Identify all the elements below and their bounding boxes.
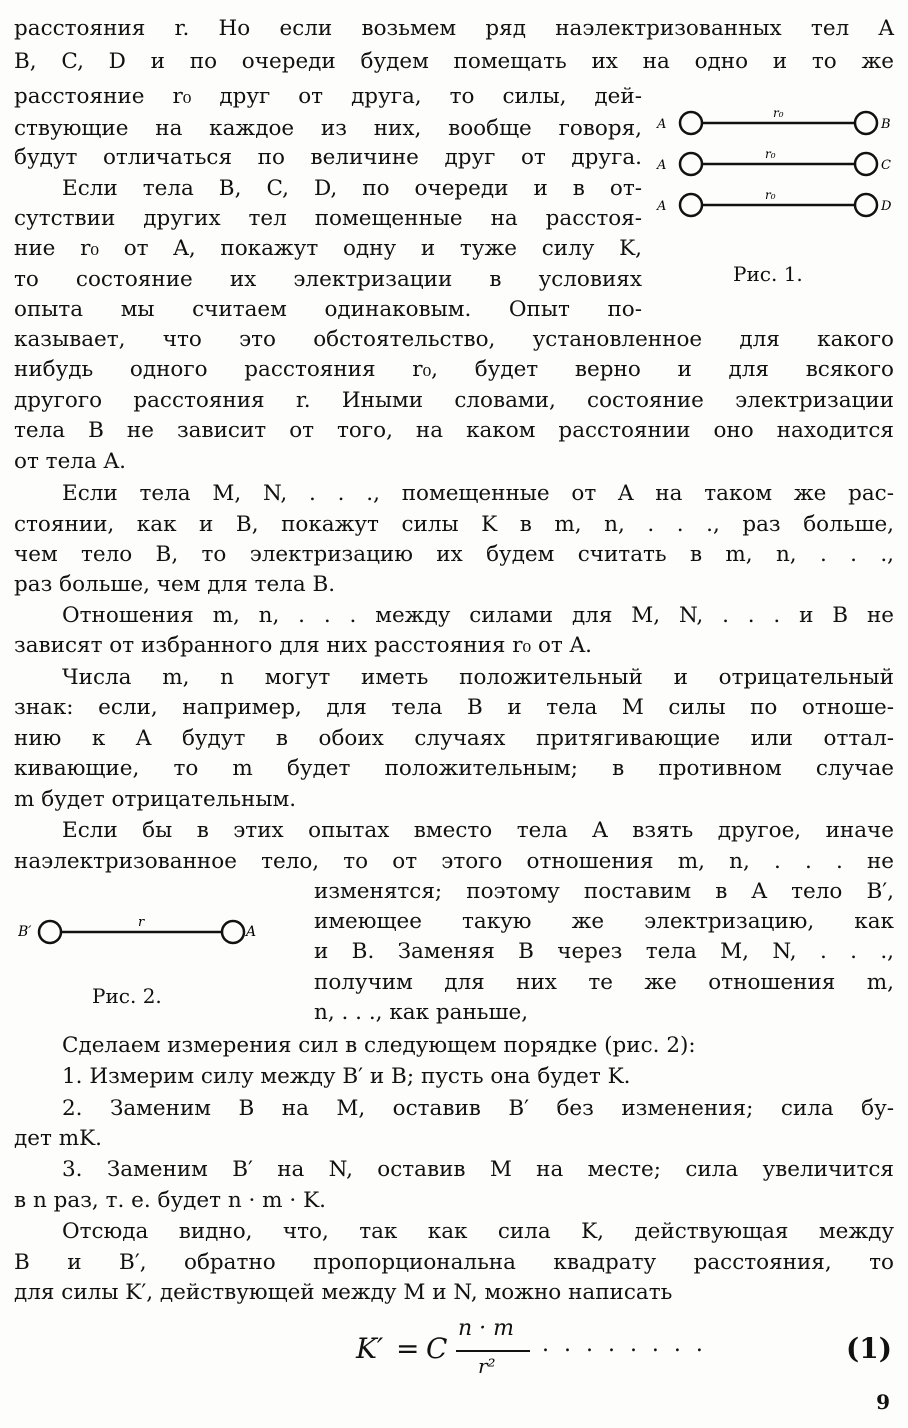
text-line: зависят от избранного для них расстояния r₀ от A.	[14, 633, 593, 658]
text-line: изменятся; поэтому поставим в A тело B′,	[314, 879, 894, 904]
formula-equals: =	[396, 1332, 420, 1365]
text-line: кивающие, то m будет положительным; в противном случае	[14, 756, 894, 781]
figure-2-caption: Рис. 2.	[92, 984, 162, 1008]
text-line: 1. Измерим силу между B′ и B; пусть она будет K.	[62, 1064, 631, 1089]
fig1-right-ball	[855, 112, 877, 134]
text-line: и B. Заменяя B через тела M, N, . . .,	[314, 939, 894, 964]
text-line: B, C, D и по очереди будем помещать их на одно и то же	[14, 49, 894, 74]
fig2-left-label: B′	[18, 924, 32, 940]
text-line: в n раз, т. е. будет n · m · K.	[14, 1188, 326, 1213]
text-line: раз больше, чем для тела B.	[14, 572, 336, 597]
fig2-left-ball	[39, 921, 61, 943]
fig1-right-ball	[855, 194, 877, 216]
text-line: Числа m, n могут иметь положительный и отрицательный	[62, 665, 894, 690]
formula-leader-dots: . . . . . . . .	[542, 1332, 707, 1357]
text-line: нию к A будут в обоих случаях притягивающие или оттал-	[14, 726, 894, 751]
text-line: расстояние r₀ друг от друга, то силы, дей-	[14, 84, 642, 109]
fig1-left-ball	[680, 153, 702, 175]
text-line: 2. Заменим B на M, оставив B′ без изменения; сила бу-	[62, 1096, 894, 1121]
fig1-right-label: D	[881, 199, 892, 214]
fig2-right-label: A	[246, 924, 257, 940]
fig2-distance-label: r	[138, 915, 145, 930]
text-line: m будет отрицательным.	[14, 787, 297, 812]
text-line: ние r₀ от A, покажут одну и туже силу K,	[14, 236, 642, 261]
formula-denominator: r²	[478, 1354, 496, 1378]
text-line: казывает, что это обстоятельство, установленное для какого	[14, 327, 894, 352]
text-line: нибудь одного расстояния r₀, будет верно и для всякого	[14, 357, 894, 382]
fig1-row	[656, 147, 891, 175]
equation-number: (1)	[846, 1332, 892, 1365]
text-line: Отсюда видно, что, так как сила K, действующая между	[62, 1219, 894, 1244]
text-line: Если тела M, N, . . ., помещенные от A на таком же рас-	[62, 481, 894, 506]
text-line: другого расстояния r. Иными словами, состояние электризации	[14, 388, 894, 413]
text-line: Отношения m, n, . . . между силами для M, N, . . . и B не	[62, 603, 894, 628]
text-line: тела B не зависит от того, на каком расстоянии оно находится	[14, 418, 894, 443]
text-line: Если бы в этих опытах вместо тела A взять другое, иначе	[62, 818, 894, 843]
formula-1	[350, 1316, 908, 1396]
fig1-right-ball	[855, 153, 877, 175]
text-line: расстояния r. Но если возьмем ряд наэлектризованных тел A	[14, 16, 894, 41]
text-line: от тела A.	[14, 449, 126, 474]
fig1-left-label: A	[657, 158, 667, 173]
fig2-right-ball	[222, 921, 244, 943]
text-line: чем тело B, то электризацию их будем считать в m, n, . . .,	[14, 542, 894, 567]
text-line: стоянии, как и B, покажут силы K в m, n, . . ., раз больше,	[14, 512, 894, 537]
text-line: 3. Заменим B′ на N, оставив M на месте; сила увеличится	[62, 1157, 894, 1182]
figure-1-caption: Рис. 1.	[733, 262, 803, 286]
text-line: будут отличаться по величине друг от друга.	[14, 145, 642, 170]
fraction-bar	[456, 1350, 530, 1352]
text-line: Если тела B, C, D, по очереди и в от-	[62, 176, 642, 201]
text-line: имеющее такую же электризацию, как	[314, 909, 894, 934]
formula-numerator: n · m	[458, 1316, 515, 1341]
fig1-left-ball	[680, 194, 702, 216]
text-line: n, . . ., как раньше,	[314, 1000, 529, 1025]
fig1-distance-label: r₀	[765, 147, 776, 161]
text-line: опыта мы считаем одинаковым. Опыт по-	[14, 297, 642, 322]
fig1-row	[656, 188, 892, 216]
fig1-distance-label: r₀	[773, 106, 784, 120]
figure-2	[18, 908, 268, 958]
fig1-left-label: A	[657, 117, 667, 132]
text-line: сутствии других тел помещенные на расстоя-	[14, 206, 642, 231]
fig1-right-label: C	[881, 158, 891, 173]
text-line: наэлектризованное тело, то от этого отношения m, n, . . . не	[14, 849, 894, 874]
fig1-left-label: A	[657, 199, 667, 214]
text-line: получим для них те же отношения m,	[314, 970, 894, 995]
fig1-distance-label: r₀	[765, 188, 776, 202]
fig1-row	[656, 106, 891, 134]
formula-lhs: K′	[356, 1332, 384, 1365]
figure-1	[655, 100, 895, 230]
text-line: знак: если, например, для тела B и тела M силы по отноше-	[14, 695, 894, 720]
text-line: Сделаем измерения сил в следующем порядке (рис. 2):	[62, 1033, 696, 1058]
text-line: ствующие на каждое из них, вообще говоря,	[14, 116, 642, 141]
fig1-left-ball	[680, 112, 702, 134]
fig1-right-label: B	[881, 117, 891, 132]
page-number: 9	[876, 1390, 890, 1414]
text-line: B и B′, обратно пропорциональна квадрату расстояния, то	[14, 1250, 894, 1275]
text-line: дет mK.	[14, 1126, 102, 1151]
formula-coefficient: C	[426, 1332, 448, 1365]
text-line: то состояние их электризации в условиях	[14, 267, 642, 292]
text-line: для силы K′, действующей между M и N, можно написать	[14, 1280, 673, 1305]
